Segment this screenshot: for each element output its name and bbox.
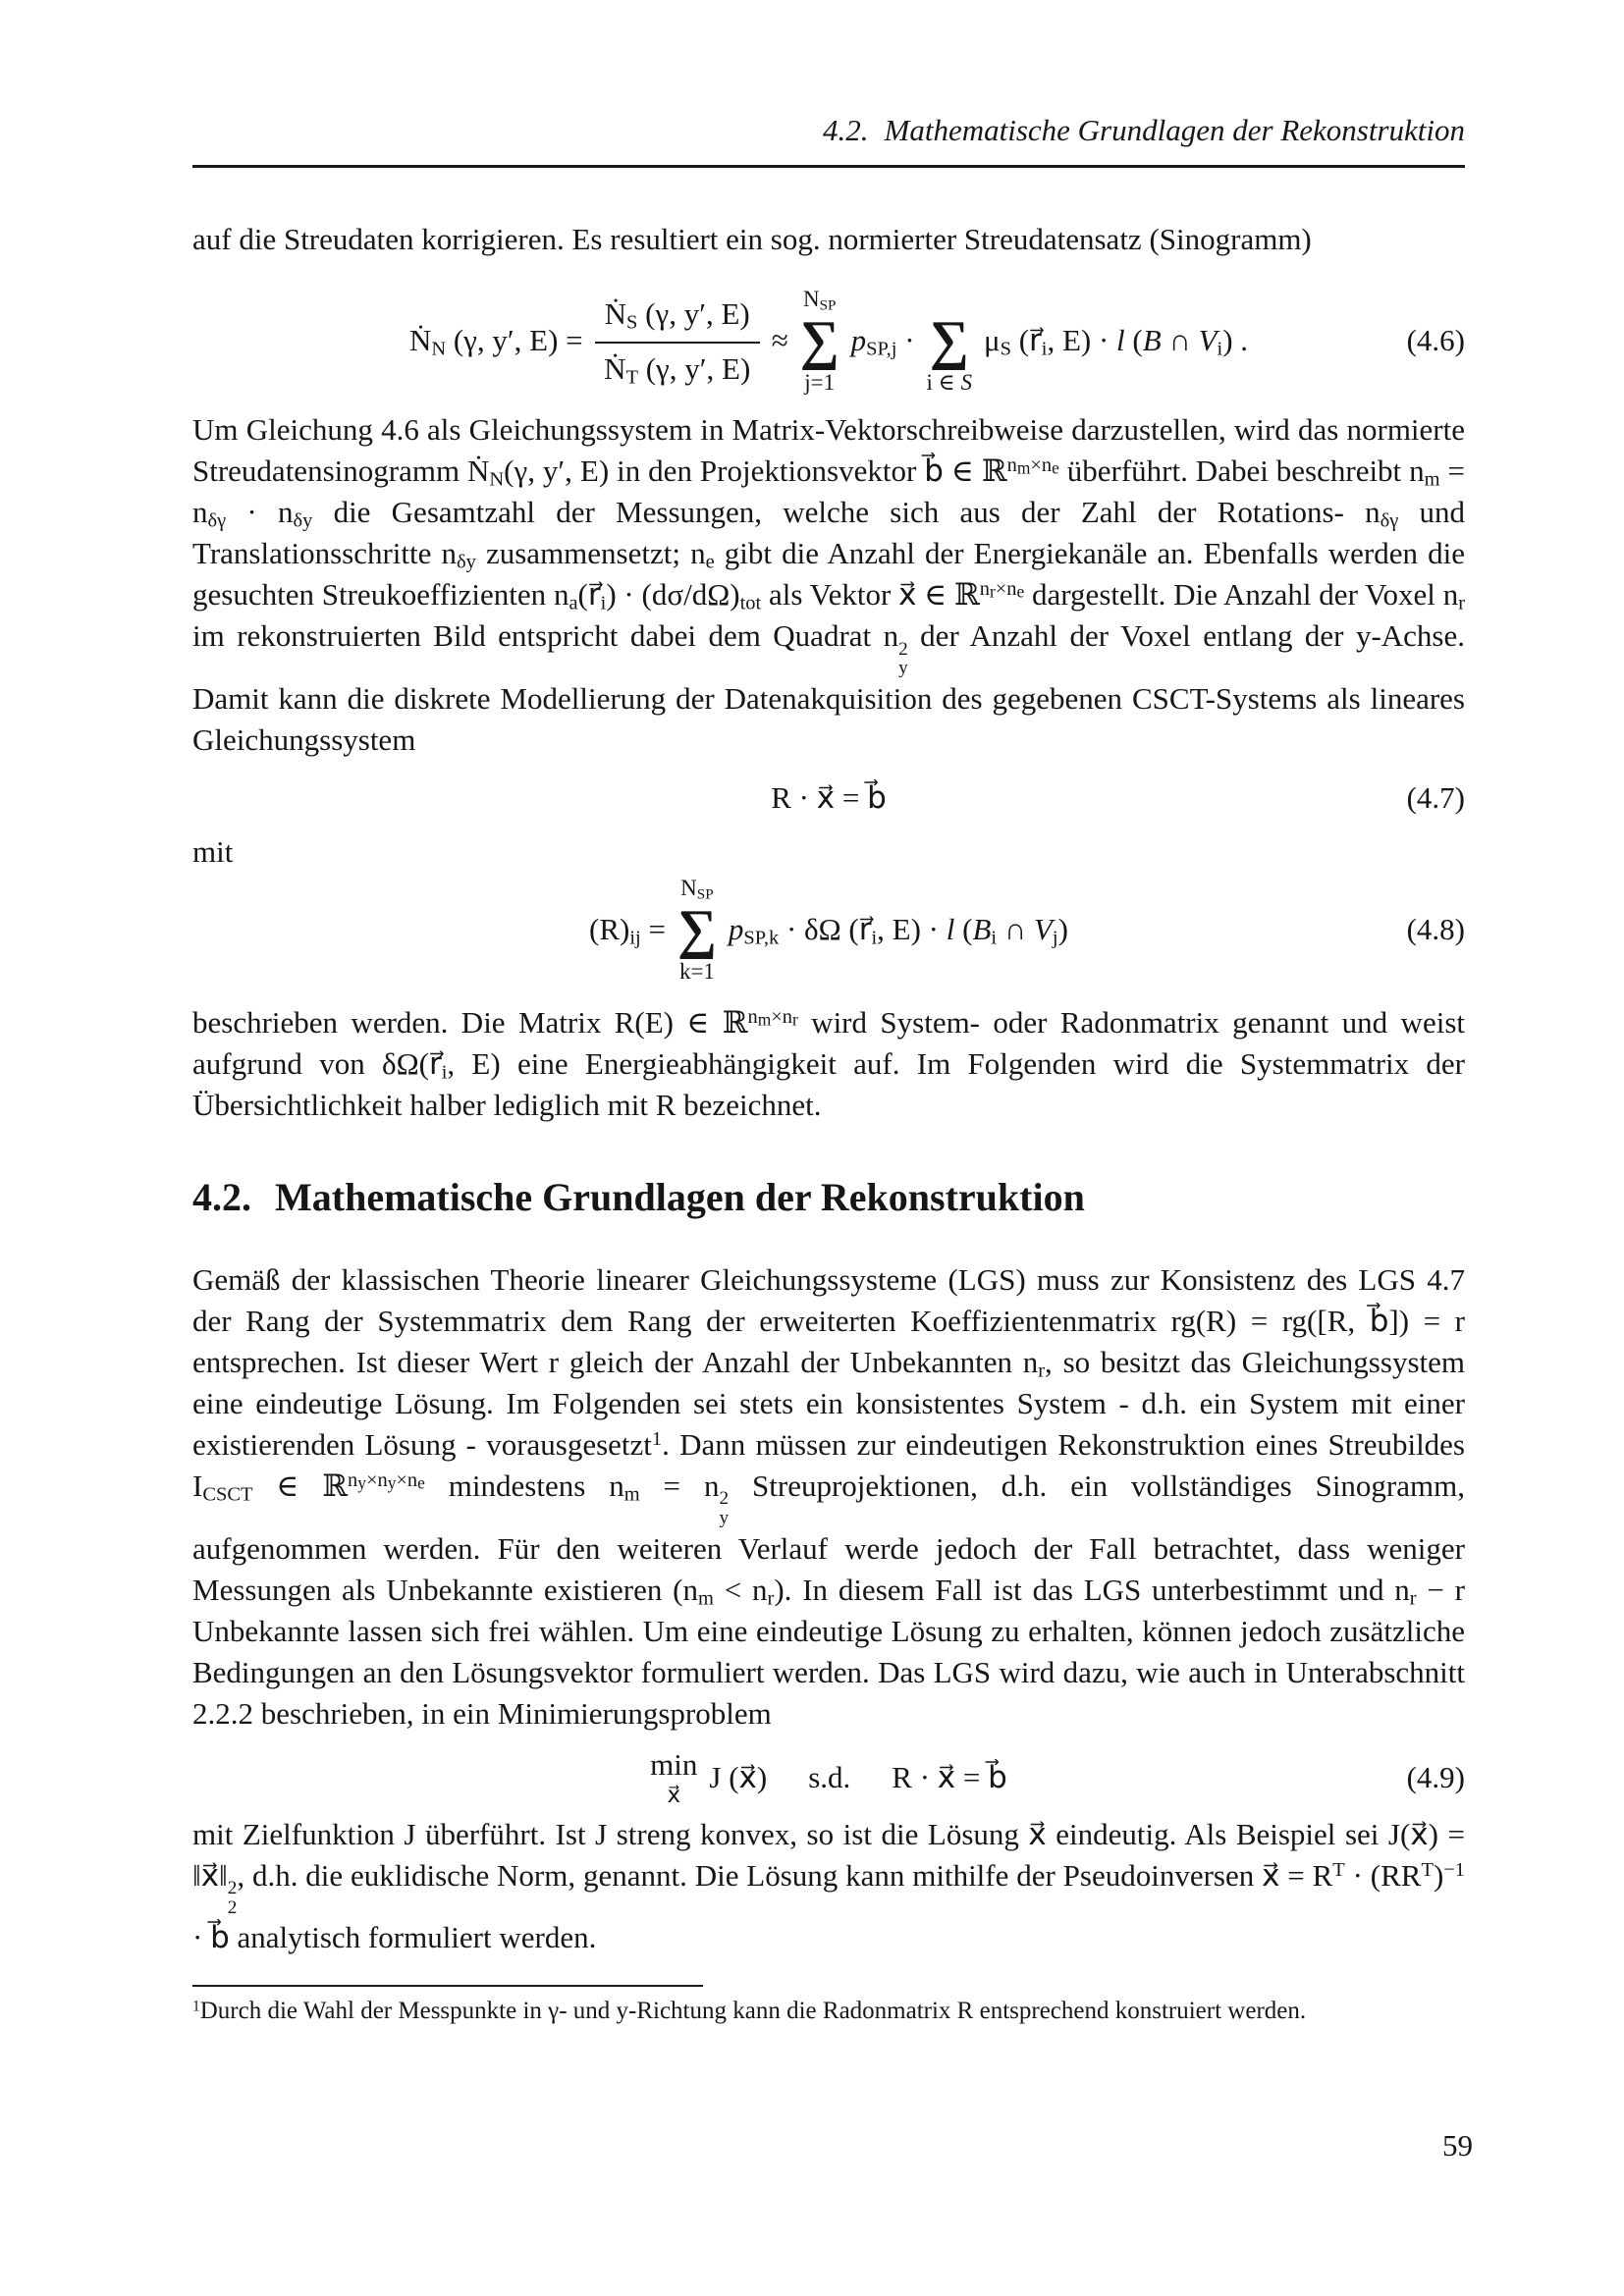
eq46-lhs: Ṅ$_N$ (γ, y′, E) = bbox=[408, 323, 583, 360]
eq46-sum-i-upper-limit bbox=[947, 286, 952, 312]
paragraph-mit: mit bbox=[192, 833, 234, 869]
equation-4-8 bbox=[192, 875, 1465, 985]
eq49-objective: J (x⃗) bbox=[709, 1760, 768, 1795]
equation-4-7 bbox=[192, 778, 1465, 818]
eq48-lhs: $(R)_{ij}$ = bbox=[589, 911, 666, 949]
paragraph-lgs-theory: Gemäß der klassischen Theorie linearer Gleichungssysteme (LGS) muss zur Konsistenz des LGS 4.7 der Rang der Systemmatrix dem Rang der erweiterten Koeffizientenmatrix rg(R) = rg([R, b⃗]) = r entsprechen. Ist dieser Wert r gleich der Anzahl der Unbekannten $n_r$, so besitzt das Gleichungssystem eine eindeutige Lösung. Im Folgenden sei stets ein konsistentes System - d.h. ein System mit einer existierenden Lösung - vorausgesetzt$^1$. Dann müssen zur eindeutigen Rekonstruktion eines Streubildes $I_{CSCT}$ ∈ ℝ$^{n_y\times n_y\times n_e}$ mindestens $n_m = n$ 2 y Streuprojektionen, d.h. ein vollständiges Sinogramm, aufgenommen werden. Für den weiteren Verlauf werde jedoch der Fall betrachtet, dass weniger Messungen als Unbekannte existieren $(n_m < n_r)$. In diesem Fall ist das LGS unterbestimmt und $n_r - r$ Unbekannte lassen sich frei wählen. Um eine eindeutige Lösung zu erhalten, können jedoch zusätzliche Bedingungen an den Lösungsvektor formuliert werden. Das LGS wird dazu, wie auch in Unterabschnitt 2.2.2 beschrieben, in ein Minimierungsproblem bbox=[192, 1261, 1465, 1731]
running-header-section-number: 4.2. bbox=[823, 113, 869, 147]
equation-4-6-number: (4.6) bbox=[1406, 323, 1465, 357]
sigma-icon: ∑ bbox=[929, 310, 969, 371]
eq47-expression: R · x⃗ = b⃗ bbox=[771, 779, 887, 815]
eq46-sum-j-lower-limit: j=1 bbox=[804, 370, 836, 395]
eq46-fraction-numerator: Ṅ$_S$ (γ, y′, E) bbox=[595, 293, 760, 344]
eq46-sum-over-i bbox=[927, 286, 972, 396]
equation-4-6 bbox=[192, 286, 1465, 396]
eq46-sum-j-upper-limit: $N_{SP}$ bbox=[802, 287, 837, 314]
eq46-term-mu: $\mu_S$ ($r⃗_i$, E) · l (B ∩ $V_i$) . bbox=[983, 323, 1249, 360]
equation-4-7-number: (4.7) bbox=[1406, 779, 1465, 815]
running-header-title: Mathematische Grundlagen der Rekonstruktion bbox=[884, 113, 1465, 147]
equation-4-8-body bbox=[589, 875, 1068, 985]
eq48-sum-over-k bbox=[677, 875, 717, 985]
eq49-constraint: R · x⃗ = b⃗ bbox=[892, 1760, 1007, 1795]
eq49-min-under: x⃗ bbox=[667, 1782, 681, 1807]
eq48-sum-upper-limit: $N_{SP}$ bbox=[680, 875, 714, 903]
equation-4-8-number: (4.8) bbox=[1406, 911, 1465, 946]
sigma-icon: ∑ bbox=[799, 310, 839, 371]
eq46-term-p: $p_{SP,j}$ · bbox=[850, 323, 915, 360]
page-number: 59 bbox=[1442, 2128, 1473, 2163]
eq49-min-label: min bbox=[650, 1746, 698, 1782]
equation-4-7-body bbox=[771, 778, 887, 818]
equation-4-9-body bbox=[650, 1748, 1007, 1808]
eq46-sum-over-j bbox=[800, 286, 839, 396]
eq48-sum-lower-limit: k=1 bbox=[678, 958, 715, 984]
section-heading-title: Mathematische Grundlagen der Rekonstruktion bbox=[275, 1174, 1085, 1219]
running-header bbox=[192, 0, 1465, 168]
footnote-rule bbox=[192, 1985, 703, 1987]
footnote-marker: 1 bbox=[192, 1998, 200, 2015]
footnote-text bbox=[192, 1995, 1465, 2028]
footnote bbox=[192, 1985, 1465, 2028]
eq46-fraction bbox=[595, 293, 760, 389]
eq49-min-operator bbox=[650, 1748, 697, 1808]
eq46-approx-sign: ≈ bbox=[771, 323, 788, 357]
section-heading bbox=[192, 1171, 1465, 1224]
footnote-body: Durch die Wahl der Messpunkte in γ- und y-Richtung kann die Radonmatrix R entsprechend konstruiert werden. bbox=[199, 1998, 1307, 2024]
equation-4-9 bbox=[192, 1748, 1465, 1808]
sigma-icon: ∑ bbox=[677, 898, 717, 960]
paragraph-intro: auf die Streudaten korrigieren. Es resultiert ein sog. normierter Streudatensatz (Sinogramm) bbox=[192, 222, 1312, 256]
eq46-fraction-denominator: Ṅ$_T$ (γ, y′, E) bbox=[604, 351, 751, 389]
equation-4-6-body bbox=[409, 286, 1248, 396]
equation-4-9-number: (4.9) bbox=[1406, 1760, 1465, 1795]
eq48-rhs: $p_{SP,k} \cdot \delta\Omega$ ($r⃗_i$, E) · l ($B_i$ ∩ $V_j$) bbox=[728, 911, 1068, 949]
paragraph-objective-function: mit Zielfunktion J überführt. Ist J streng konvex, so ist die Lösung x⃗ eindeutig. Als Beispiel sei J(x⃗) = ‖x⃗‖ 2 2 , d.h. die euklidische Norm, genannt. Die Lösung kann mithilfe der Pseudoinversen x⃗ = $R^T \cdot (RR^T)^{-1}$ · b⃗ analytisch formuliert werden. bbox=[192, 1816, 1466, 1955]
eq46-sum-i-lower-limit: i ∈ S bbox=[926, 370, 972, 395]
eq49-subject-to: s.d. bbox=[808, 1760, 851, 1795]
paragraph-radonmatrix: beschrieben werden. Die Matrix R(E) ∈ ℝ$^{n_m\times n_r}$ wird System- oder Radonmatrix genannt und weist aufgrund von $\delta\Omega(r⃗_i$, E) eine Energieabhängigkeit auf. Im Folgenden wird die Systemmatrix der Übersichtlichkeit halber lediglich mit R bezeichnet. bbox=[192, 1004, 1465, 1122]
section-heading-number: 4.2. bbox=[192, 1174, 251, 1219]
paragraph-matrix-vector: Um Gleichung 4.6 als Gleichungssystem in Matrix-Vektorschreibweise darzustellen, wird das normierte Streudatensinogramm Ṅ$_N$(γ, y′, E) in den Projektionsvektor b⃗ ∈ ℝ$^{n_m\times n_e}$ überführt. Dabei beschreibt $n_m = n_{\delta\gamma} \cdot n_{\delta y}$ die Gesamtzahl der Messungen, welche sich aus der Zahl der Rotations- $n_{\delta\gamma}$ und Translationsschritte $n_{\delta y}$ zusammensetzt; $n_e$ gibt die Anzahl der Energiekanäle an. Ebenfalls werden die gesuchten Streukoeffizienten $n_a(r⃗_i) \cdot (d\sigma/d\Omega)_{tot}$ als Vektor x⃗ ∈ ℝ$^{n_r\times n_e}$ dargestellt. Die Anzahl der Voxel $n_r$ im rekonstruierten Bild entspricht dabei dem Quadrat n 2 y der Anzahl der Voxel entlang der y-Achse. Damit kann die diskrete Modellierung der Datenakquisition des gegebenen CSCT-Systems als lineares Gleichungssystem bbox=[192, 412, 1466, 757]
